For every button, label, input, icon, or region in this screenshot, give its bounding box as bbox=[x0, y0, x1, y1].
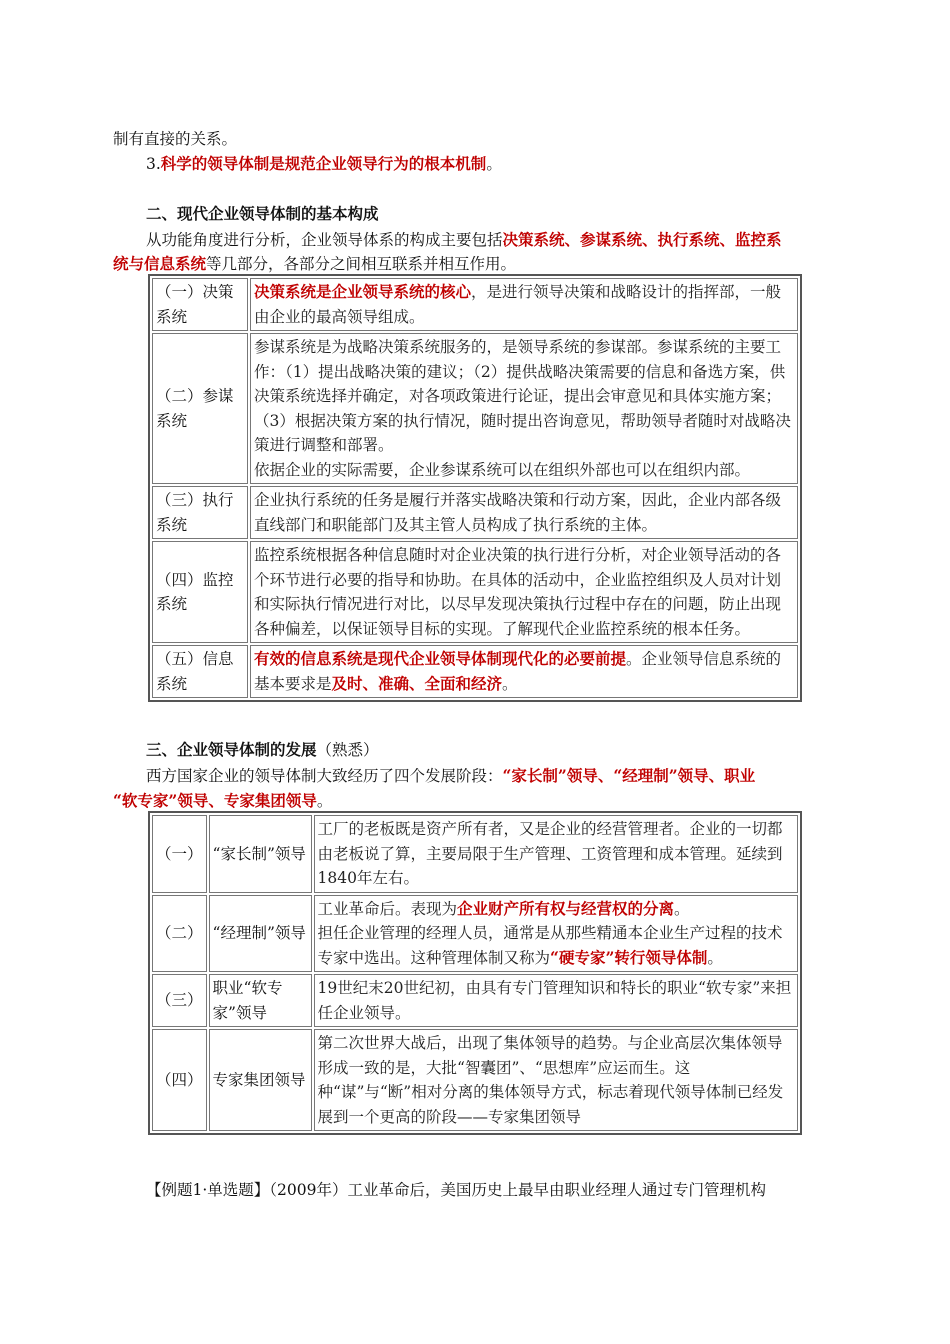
section2-para-line-1 bbox=[146, 228, 782, 252]
section3-heading-text: 三、企业领导体制的发展 bbox=[146, 740, 317, 759]
section3-heading bbox=[146, 738, 379, 762]
row-label: （五）信息系统 bbox=[152, 645, 248, 698]
stage-number: （四） bbox=[152, 1029, 207, 1131]
stage-text-2: 担任企业管理的经理人员，通常是从那些精通本企业生产过程的技术专家中选出。这种管理体制又称为 bbox=[317, 924, 783, 967]
section2-para-text-2: 等几部分，各部分之间相互联系并相互作用。 bbox=[206, 255, 517, 273]
stage-text-2-end: 。 bbox=[707, 948, 723, 967]
stage-description: 第二次世界大战后，出现了集体领导的趋势。与企业高层次集体领导形成一致的是，大批“智囊团”、“思想库”应运而生。这种“谋”与“断”相对分离的集体领导方式，标志着现代领导体制已经发展到一个更高的阶段——专家集团领导 bbox=[314, 1029, 798, 1131]
table-row bbox=[152, 645, 798, 698]
stage-text-end: 。 bbox=[674, 899, 690, 918]
components-table bbox=[148, 274, 802, 702]
section3-para-key: “家长制”领导、“经理制”领导、职业 bbox=[502, 766, 756, 785]
stage-name: “家长制”领导 bbox=[209, 815, 312, 893]
row-content: 企业执行系统的任务是履行并落实战略决策和行动方案，因此，企业内部各级直线部门和职能部门及其主管人员构成了执行系统的主体。 bbox=[250, 486, 798, 539]
section3-para-line-1 bbox=[146, 764, 755, 788]
stage-number: （一） bbox=[152, 815, 207, 893]
section3-para-key-2: “软专家”领导、专家集团领导 bbox=[113, 791, 317, 810]
table-row bbox=[152, 974, 798, 1027]
stage-number: （二） bbox=[152, 895, 207, 973]
row-key: 决策系统是企业领导系统的核心 bbox=[254, 282, 472, 301]
stage-name: 专家集团领导 bbox=[209, 1029, 312, 1131]
section3-heading-note: （熟悉） bbox=[316, 741, 379, 759]
table-row bbox=[152, 1029, 798, 1131]
intro-line-1: 制有直接的关系。 bbox=[113, 130, 238, 148]
section3-para-end: 。 bbox=[316, 792, 333, 810]
section2-para-line-2 bbox=[113, 252, 516, 276]
stage-description-line-1 bbox=[318, 897, 794, 922]
table-row bbox=[152, 815, 798, 893]
section2-para-key: 决策系统、参谋系统、执行系统、监控系 bbox=[502, 230, 782, 249]
intro-key-point: 科学的领导体制是规范企业领导行为的根本机制 bbox=[160, 154, 487, 173]
table-row bbox=[152, 541, 798, 643]
row-text: 参谋系统是为战略决策系统服务的，是领导系统的参谋部。参谋系统的主要工作：（1）提出战略决策的建议；（2）提供战略决策需要的信息和备选方案，供决策系统选择并确定，对各项政策进行论证，提出会审意见和具体实施方案；（3）根据决策方案的执行情况，随时提出咨询意见，帮助领导者随时对战略决策进行调整和部署。 bbox=[254, 338, 791, 454]
stage-description: 工厂的老板既是资产所有者，又是企业的经营管理者。企业的一切都由老板说了算，主要局限于生产管理、工资管理和成本管理。延续到1840年左右。 bbox=[314, 815, 798, 893]
stage-description bbox=[314, 895, 798, 973]
table-row bbox=[152, 333, 798, 484]
intro-period: 。 bbox=[486, 155, 502, 173]
row-label: （三）执行系统 bbox=[152, 486, 248, 539]
row-label: （二）参谋系统 bbox=[152, 333, 248, 484]
section3-para-text: 西方国家企业的领导体制大致经历了四个发展阶段： bbox=[146, 767, 503, 785]
row-text-2: 依据企业的实际需要，企业参谋系统可以在组织外部也可以在组织内部。 bbox=[254, 460, 751, 479]
row-key: 有效的信息系统是现代企业领导体制现代化的必要前提 bbox=[254, 649, 627, 668]
row-content bbox=[250, 278, 798, 331]
table-row bbox=[152, 486, 798, 539]
stage-name: 职业“软专家”领导 bbox=[209, 974, 312, 1027]
section2-para-text: 从功能角度进行分析，企业领导体系的构成主要包括 bbox=[146, 231, 503, 249]
stage-description: 19世纪末20世纪初，由具有专门管理知识和特长的职业“软专家”来担任企业领导。 bbox=[314, 974, 798, 1027]
row-key-2: 及时、准确、全面和经济 bbox=[331, 673, 503, 693]
stage-key-2: “硬专家”转行领导体制 bbox=[550, 947, 708, 967]
stage-description-line-2 bbox=[318, 921, 794, 970]
intro-line-2 bbox=[146, 152, 502, 176]
example-question: 【例题1·单选题】（2009年）工业革命后，美国历史上最早由职业经理人通过专门管理机构 bbox=[146, 1181, 766, 1199]
row-label: （四）监控系统 bbox=[152, 541, 248, 643]
stage-name: “经理制”领导 bbox=[209, 895, 312, 973]
stage-number: （三） bbox=[152, 974, 207, 1027]
section3-para-line-2 bbox=[113, 789, 332, 813]
section2-para-key-2: 统与信息系统 bbox=[113, 254, 207, 273]
row-text-end: 。 bbox=[502, 674, 518, 693]
table-row bbox=[152, 895, 798, 973]
row-content: 监控系统根据各种信息随时对企业决策的执行进行分析，对企业领导活动的各个环节进行必要的指导和协助。在具体的活动中，企业监控组织及人员对计划和实际执行情况进行对比，以尽早发现决策执行过程中存在的问题，防止出现各种偏差，以保证领导目标的实现。了解现代企业监控系统的根本任务。 bbox=[250, 541, 798, 643]
row-text: 。企业领导信息系统的基本要求是 bbox=[254, 650, 782, 693]
stage-text: 工业革命后。表现为 bbox=[317, 899, 458, 918]
stage-key: 企业财产所有权与经营权的分离 bbox=[457, 898, 675, 918]
row-content bbox=[250, 333, 798, 484]
development-table bbox=[148, 811, 802, 1135]
intro-number: 3. bbox=[146, 155, 161, 173]
row-content bbox=[250, 645, 798, 698]
section2-heading: 二、现代企业领导体制的基本构成 bbox=[146, 204, 379, 223]
row-label: （一）决策系统 bbox=[152, 278, 248, 331]
table-row bbox=[152, 278, 798, 331]
row-text: ，是进行领导决策和战略设计的指挥部，一般由企业的最高领导组成。 bbox=[254, 283, 782, 326]
